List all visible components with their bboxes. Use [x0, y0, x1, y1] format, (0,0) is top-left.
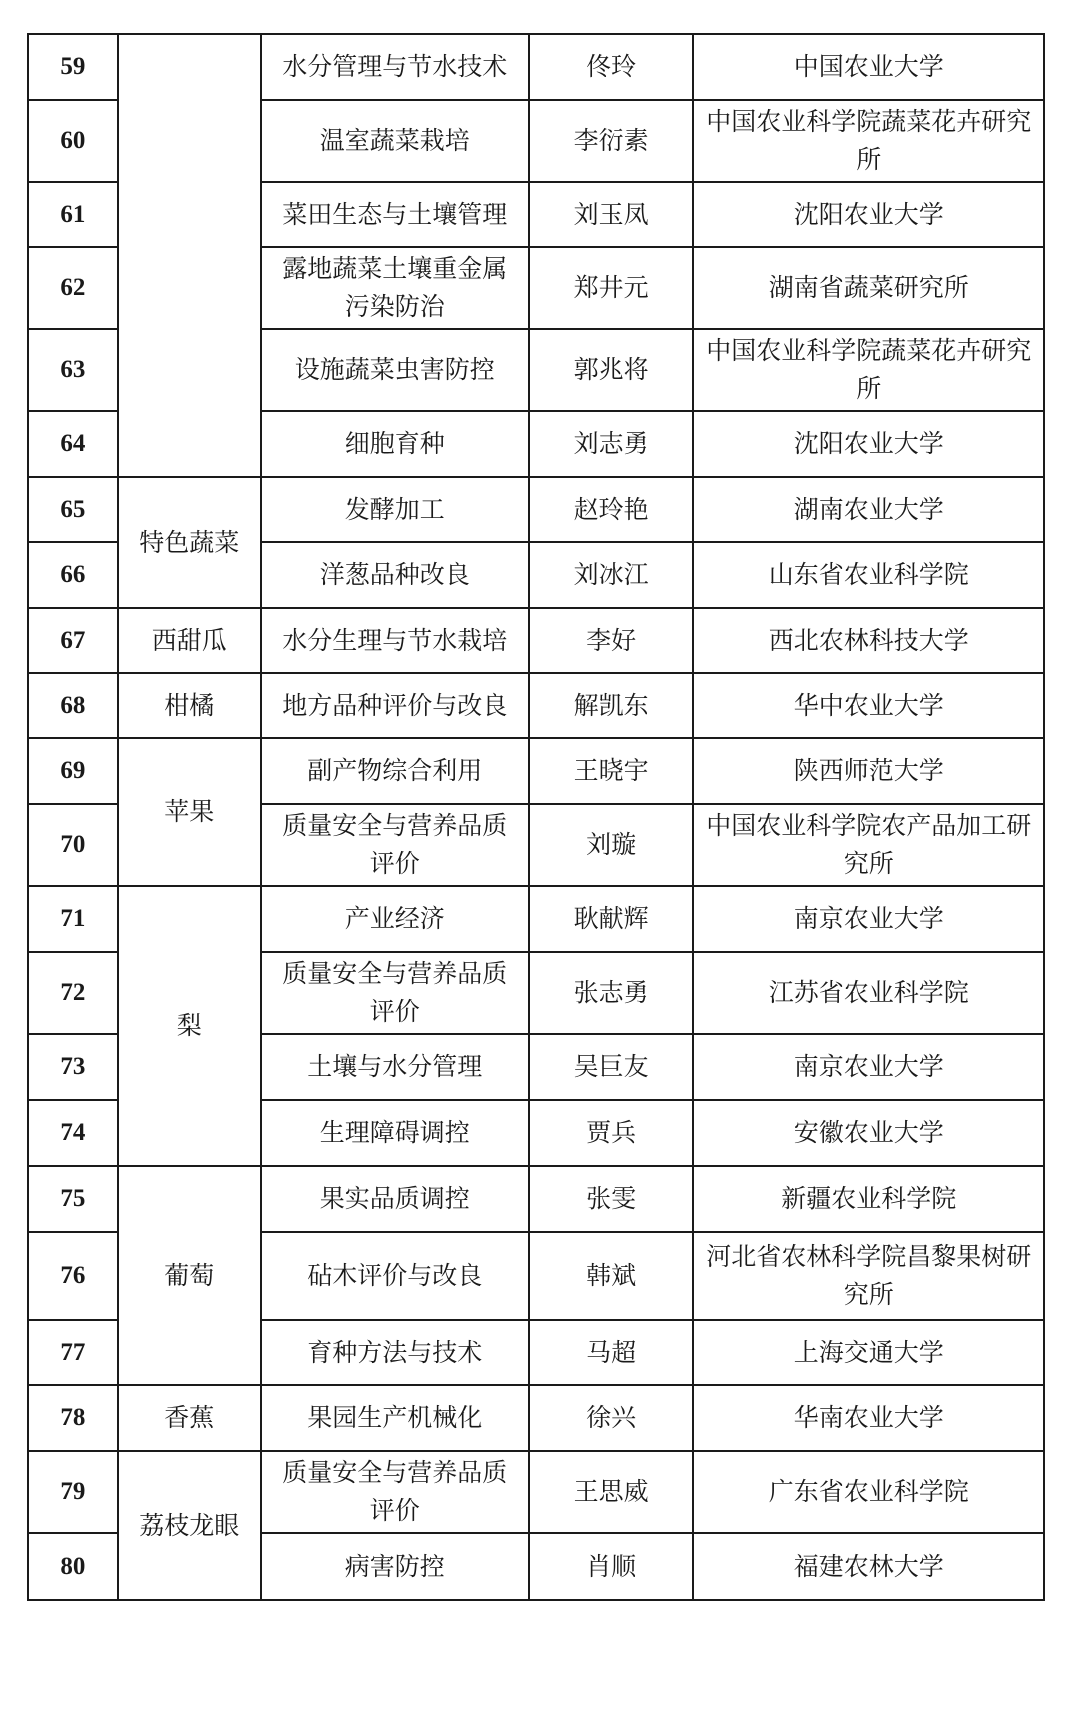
table-row: [28, 1385, 1044, 1451]
organization: 河北省农林科学院昌黎果树研究所: [693, 1232, 1044, 1320]
person-name: 解凯东: [529, 673, 693, 738]
person-name: 吴巨友: [529, 1034, 693, 1100]
category-cell: 苹果: [118, 738, 261, 886]
person-name: 肖顺: [529, 1533, 693, 1600]
research-topic: 水分管理与节水技术: [261, 34, 529, 100]
row-number: 67: [28, 608, 118, 673]
research-topic: 洋葱品种改良: [261, 542, 529, 608]
organization: 上海交通大学: [693, 1320, 1044, 1385]
organization: 安徽农业大学: [693, 1100, 1044, 1166]
person-name: 韩斌: [529, 1232, 693, 1320]
row-number: 78: [28, 1385, 118, 1451]
row-number: 63: [28, 329, 118, 411]
category-cell: 荔枝龙眼: [118, 1451, 261, 1600]
research-topic: 产业经济: [261, 886, 529, 952]
person-name: 刘冰江: [529, 542, 693, 608]
organization: 山东省农业科学院: [693, 542, 1044, 608]
table-row: [28, 673, 1044, 738]
organization: 中国农业科学院农产品加工研究所: [693, 804, 1044, 886]
row-number: 71: [28, 886, 118, 952]
category-cell: [118, 34, 261, 477]
person-name: 贾兵: [529, 1100, 693, 1166]
category-cell: 特色蔬菜: [118, 477, 261, 608]
row-number: 70: [28, 804, 118, 886]
row-number: 73: [28, 1034, 118, 1100]
row-number: 68: [28, 673, 118, 738]
row-number: 60: [28, 100, 118, 182]
research-topic: 温室蔬菜栽培: [261, 100, 529, 182]
table-row: [28, 477, 1044, 542]
person-name: 刘玉凤: [529, 182, 693, 247]
row-number: 75: [28, 1166, 118, 1232]
person-name: 郭兆将: [529, 329, 693, 411]
organization: 新疆农业科学院: [693, 1166, 1044, 1232]
research-topic: 露地蔬菜土壤重金属污染防治: [261, 247, 529, 329]
organization: 南京农业大学: [693, 886, 1044, 952]
table-row: [28, 34, 1044, 100]
research-topic: 副产物综合利用: [261, 738, 529, 804]
table-row: [28, 886, 1044, 952]
person-name: 张雯: [529, 1166, 693, 1232]
organization: 中国农业大学: [693, 34, 1044, 100]
research-topic: 发酵加工: [261, 477, 529, 542]
row-number: 69: [28, 738, 118, 804]
person-name: 郑井元: [529, 247, 693, 329]
organization: 沈阳农业大学: [693, 182, 1044, 247]
organization: 华中农业大学: [693, 673, 1044, 738]
person-name: 刘璇: [529, 804, 693, 886]
row-number: 72: [28, 952, 118, 1034]
research-topic: 细胞育种: [261, 411, 529, 477]
organization: 中国农业科学院蔬菜花卉研究所: [693, 100, 1044, 182]
category-cell: 柑橘: [118, 673, 261, 738]
organization: 陕西师范大学: [693, 738, 1044, 804]
organization: 中国农业科学院蔬菜花卉研究所: [693, 329, 1044, 411]
research-topic: 土壤与水分管理: [261, 1034, 529, 1100]
research-topic: 质量安全与营养品质评价: [261, 952, 529, 1034]
person-name: 王思威: [529, 1451, 693, 1533]
row-number: 74: [28, 1100, 118, 1166]
table-row: [28, 738, 1044, 804]
research-topic: 质量安全与营养品质评价: [261, 1451, 529, 1533]
research-topic: 地方品种评价与改良: [261, 673, 529, 738]
row-number: 76: [28, 1232, 118, 1320]
research-topic: 病害防控: [261, 1533, 529, 1600]
person-name: 马超: [529, 1320, 693, 1385]
row-number: 66: [28, 542, 118, 608]
research-topic: 生理障碍调控: [261, 1100, 529, 1166]
row-number: 59: [28, 34, 118, 100]
row-number: 64: [28, 411, 118, 477]
organization: 沈阳农业大学: [693, 411, 1044, 477]
research-topic: 菜田生态与土壤管理: [261, 182, 529, 247]
research-topic: 育种方法与技术: [261, 1320, 529, 1385]
organization: 华南农业大学: [693, 1385, 1044, 1451]
table-row: [28, 608, 1044, 673]
research-topic: 设施蔬菜虫害防控: [261, 329, 529, 411]
row-number: 77: [28, 1320, 118, 1385]
organization: 湖南农业大学: [693, 477, 1044, 542]
organization: 湖南省蔬菜研究所: [693, 247, 1044, 329]
person-name: 李好: [529, 608, 693, 673]
research-topic: 果实品质调控: [261, 1166, 529, 1232]
row-number: 62: [28, 247, 118, 329]
person-name: 赵玲艳: [529, 477, 693, 542]
organization: 江苏省农业科学院: [693, 952, 1044, 1034]
research-topic: 水分生理与节水栽培: [261, 608, 529, 673]
person-name: 刘志勇: [529, 411, 693, 477]
organization: 福建农林大学: [693, 1533, 1044, 1600]
person-name: 王晓宇: [529, 738, 693, 804]
row-number: 79: [28, 1451, 118, 1533]
research-topic: 果园生产机械化: [261, 1385, 529, 1451]
organization: 西北农林科技大学: [693, 608, 1044, 673]
person-name: 徐兴: [529, 1385, 693, 1451]
organization: 广东省农业科学院: [693, 1451, 1044, 1533]
research-topic: 砧木评价与改良: [261, 1232, 529, 1320]
row-number: 80: [28, 1533, 118, 1600]
category-cell: 香蕉: [118, 1385, 261, 1451]
table-row: [28, 1166, 1044, 1232]
person-name: 李衍素: [529, 100, 693, 182]
person-name: 张志勇: [529, 952, 693, 1034]
row-number: 65: [28, 477, 118, 542]
table-row: [28, 1451, 1044, 1533]
category-cell: 西甜瓜: [118, 608, 261, 673]
organization: 南京农业大学: [693, 1034, 1044, 1100]
category-cell: 梨: [118, 886, 261, 1166]
research-topic: 质量安全与营养品质评价: [261, 804, 529, 886]
row-number: 61: [28, 182, 118, 247]
person-name: 佟玲: [529, 34, 693, 100]
category-cell: 葡萄: [118, 1166, 261, 1385]
person-name: 耿献辉: [529, 886, 693, 952]
expert-table: [27, 33, 1045, 1601]
